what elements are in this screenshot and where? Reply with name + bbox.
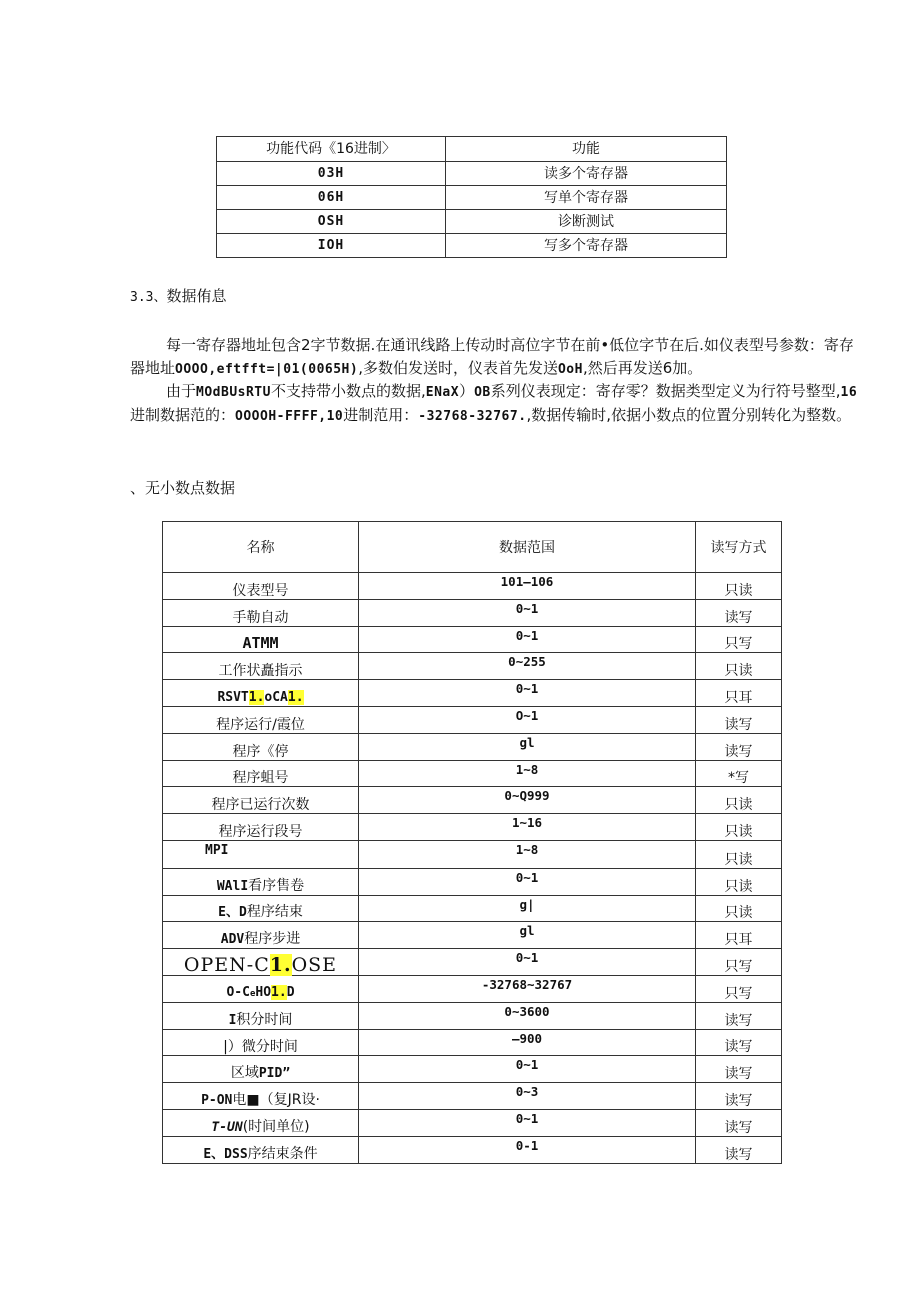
name-text: I	[228, 1012, 237, 1028]
table-row	[163, 599, 782, 626]
range-cell: 1~8	[359, 760, 696, 787]
name-text: 程序步进	[244, 931, 301, 948]
access-cell: 读写	[696, 1136, 782, 1163]
text-span-code: -32768-32767.	[418, 409, 527, 424]
name-text: 区域	[230, 1065, 259, 1082]
range-cell: O~1	[359, 706, 696, 733]
function-code-cell: 03H	[217, 162, 446, 186]
table-row	[163, 1029, 782, 1056]
name-text: e	[249, 988, 256, 999]
range-cell: 0~3	[359, 1083, 696, 1110]
range-cell: 0~3600	[359, 1002, 696, 1029]
name-cell	[163, 1136, 359, 1163]
name-cell: 程序运行段号	[163, 814, 359, 841]
name-cell	[163, 1002, 359, 1029]
text-span: 进制数据范的：	[130, 406, 236, 424]
range-cell: 0~Q999	[359, 787, 696, 814]
name-cell: 手勒自动	[163, 599, 359, 626]
name-cell	[163, 680, 359, 707]
text-span: ,多数伯发送时，仪表首先发送	[358, 359, 558, 377]
table-row	[163, 706, 782, 733]
table-row	[163, 733, 782, 760]
highlighted-text: 1.	[248, 689, 265, 705]
column-header-name: 名称	[163, 522, 359, 573]
range-cell: 0-1	[359, 1136, 696, 1163]
range-cell: g|	[359, 895, 696, 922]
access-cell: 只耳	[696, 922, 782, 949]
name-cell: 仪表型号	[163, 573, 359, 600]
text-span: ）	[459, 382, 475, 400]
text-span-code: OB	[474, 385, 491, 400]
name-text: O-C	[226, 984, 250, 1000]
register-data-table	[162, 521, 782, 1164]
text-span-code: ENaX	[425, 385, 460, 400]
access-cell: 只读	[696, 814, 782, 841]
access-cell: *写	[696, 760, 782, 787]
access-cell: 只耳	[696, 680, 782, 707]
name-text: RSVT	[217, 689, 249, 705]
range-cell: gl	[359, 922, 696, 949]
table-row	[163, 680, 782, 707]
name-cell	[163, 895, 359, 922]
table-row	[217, 234, 727, 258]
name-cell: 程序《停	[163, 733, 359, 760]
name-cell: 程序已运行次数	[163, 787, 359, 814]
access-cell: 读写	[696, 706, 782, 733]
table-row	[163, 1083, 782, 1110]
subheading-no-decimal-data: 、无小数点数据	[130, 479, 236, 497]
text-span-code: 16	[840, 385, 858, 400]
name-cell	[163, 949, 359, 976]
access-cell: 只读	[696, 653, 782, 680]
name-text: WAlI	[216, 878, 249, 894]
access-cell: 只读	[696, 573, 782, 600]
range-cell: 1~16	[359, 814, 696, 841]
name-cell	[163, 975, 359, 1002]
function-name-cell: 读多个寄存器	[446, 162, 727, 186]
table-row	[163, 653, 782, 680]
name-text: E、DSS	[203, 1146, 248, 1162]
name-text: 看序售卷	[248, 877, 305, 894]
name-cell	[163, 868, 359, 895]
paragraph-data-type	[130, 380, 860, 428]
name-text: ADV	[220, 932, 245, 948]
text-span-code: OoH	[557, 362, 583, 377]
name-text: E、D	[218, 905, 247, 921]
access-cell: 只写	[696, 975, 782, 1002]
access-cell: 读写	[696, 1109, 782, 1136]
name-text: 序结束条件	[247, 1145, 318, 1162]
table-row	[163, 626, 782, 653]
text-span: ,数据传输时,依据小数点的位置分别转化为整数。	[526, 406, 852, 424]
name-text: |）	[223, 1039, 242, 1056]
name-text: 积分时间	[236, 1011, 293, 1028]
function-name-cell: 写单个寄存器	[446, 186, 727, 210]
function-code-cell: OSH	[217, 210, 446, 234]
function-code-cell: IOH	[217, 234, 446, 258]
name-text: (时间单位)	[242, 1118, 310, 1135]
range-cell: 101—106	[359, 573, 696, 600]
table-header-row	[217, 137, 727, 162]
range-cell: 0~1	[359, 599, 696, 626]
access-cell: 只读	[696, 868, 782, 895]
access-cell: 只读	[696, 787, 782, 814]
range-cell: 0~1	[359, 1056, 696, 1083]
table-row	[217, 210, 727, 234]
name-cell: 程序运行/霞位	[163, 706, 359, 733]
text-span: ,然后再发送6加。	[582, 359, 703, 377]
table-row	[163, 1002, 782, 1029]
paragraph-register-address	[130, 334, 860, 381]
range-cell: -32768~32767	[359, 975, 696, 1002]
range-cell: gl	[359, 733, 696, 760]
access-cell: 只写	[696, 949, 782, 976]
name-cell	[163, 922, 359, 949]
table-row	[163, 1056, 782, 1083]
range-cell: 0~1	[359, 626, 696, 653]
name-text: D	[286, 984, 295, 1000]
function-code-table	[216, 136, 727, 258]
function-name-cell: 诊断测试	[446, 210, 727, 234]
range-cell: 0~255	[359, 653, 696, 680]
text-span: 进制范用：	[343, 406, 419, 424]
range-cell: 0~1	[359, 949, 696, 976]
name-cell	[163, 1109, 359, 1136]
name-text: HO	[255, 984, 272, 1000]
highlighted-text: 1.	[269, 953, 292, 976]
text-span-code: OOOO,eftfft=|01(0065H)	[175, 362, 359, 377]
access-cell: 读写	[696, 1029, 782, 1056]
name-text: ATMM	[242, 634, 279, 653]
text-span: 每一寄存器地址包含2字节数据.在通讯线路上传动时高位字节在前•低位字节在后.如仪表型号参数：寄存器地址	[130, 336, 854, 377]
table-row	[163, 1136, 782, 1163]
column-header-range: 数据范国	[359, 522, 696, 573]
access-cell: 只读	[696, 840, 782, 868]
text-span-code: MOdBUsRTU	[196, 385, 271, 400]
access-cell: 读写	[696, 1002, 782, 1029]
column-header-access: 读写方式	[696, 522, 782, 573]
section-heading	[130, 285, 227, 306]
name-cell	[163, 1083, 359, 1110]
name-text: MPI	[205, 842, 229, 858]
range-cell: —900	[359, 1029, 696, 1056]
function-code-cell: 06H	[217, 186, 446, 210]
access-cell: 读写	[696, 733, 782, 760]
range-cell: 0~1	[359, 1109, 696, 1136]
name-text: 电■（复JR设·	[232, 1091, 320, 1108]
name-cell: 工作状矗指示	[163, 653, 359, 680]
text-span-code: OOOOH-FFFF,10	[235, 409, 344, 424]
text-span: 由于	[166, 382, 197, 400]
function-name-cell: 写多个寄存器	[446, 234, 727, 258]
highlighted-text: 1.	[271, 984, 287, 1000]
table-row	[217, 186, 727, 210]
table-row	[163, 814, 782, 841]
name-cell	[163, 626, 359, 653]
access-cell: 只写	[696, 626, 782, 653]
name-text: P-ON	[201, 1092, 233, 1108]
access-cell: 读写	[696, 599, 782, 626]
column-header-code: 功能代码《16进制〉	[217, 137, 446, 162]
range-cell: 1~8	[359, 840, 696, 868]
name-cell	[163, 1056, 359, 1083]
name-cell	[163, 1029, 359, 1056]
table-row	[163, 760, 782, 787]
name-text: 程序结束	[246, 904, 303, 921]
access-cell: 只读	[696, 895, 782, 922]
name-text: oCA	[264, 689, 288, 705]
name-text: OPEN-C	[183, 953, 270, 976]
table-row	[163, 975, 782, 1002]
table-row	[163, 895, 782, 922]
range-cell: 0~1	[359, 680, 696, 707]
section-number: 3.3、	[130, 290, 167, 305]
text-span: 不支持带小数点的数据,	[270, 382, 426, 400]
table-row	[217, 162, 727, 186]
name-text: T-UN	[211, 1119, 243, 1135]
name-text: OSE	[291, 953, 338, 976]
table-row	[163, 1109, 782, 1136]
table-row	[163, 949, 782, 976]
access-cell: 读写	[696, 1083, 782, 1110]
name-cell	[163, 840, 359, 868]
range-cell: 0~1	[359, 868, 696, 895]
table-row	[163, 573, 782, 600]
section-title: 数据侑息	[166, 287, 227, 305]
table-row	[163, 868, 782, 895]
name-text: PID”	[258, 1066, 291, 1082]
text-span: 系列仪表现定：寄存零？数据类型定义为行符号整型,	[490, 382, 841, 400]
access-cell: 读写	[696, 1056, 782, 1083]
highlighted-text: 1.	[287, 689, 304, 705]
table-header-row	[163, 522, 782, 573]
table-row	[163, 840, 782, 868]
name-text: 微分时间	[241, 1039, 298, 1056]
table-row	[163, 787, 782, 814]
name-cell: 程序蛆号	[163, 760, 359, 787]
column-header-function: 功能	[446, 137, 727, 162]
table-row	[163, 922, 782, 949]
